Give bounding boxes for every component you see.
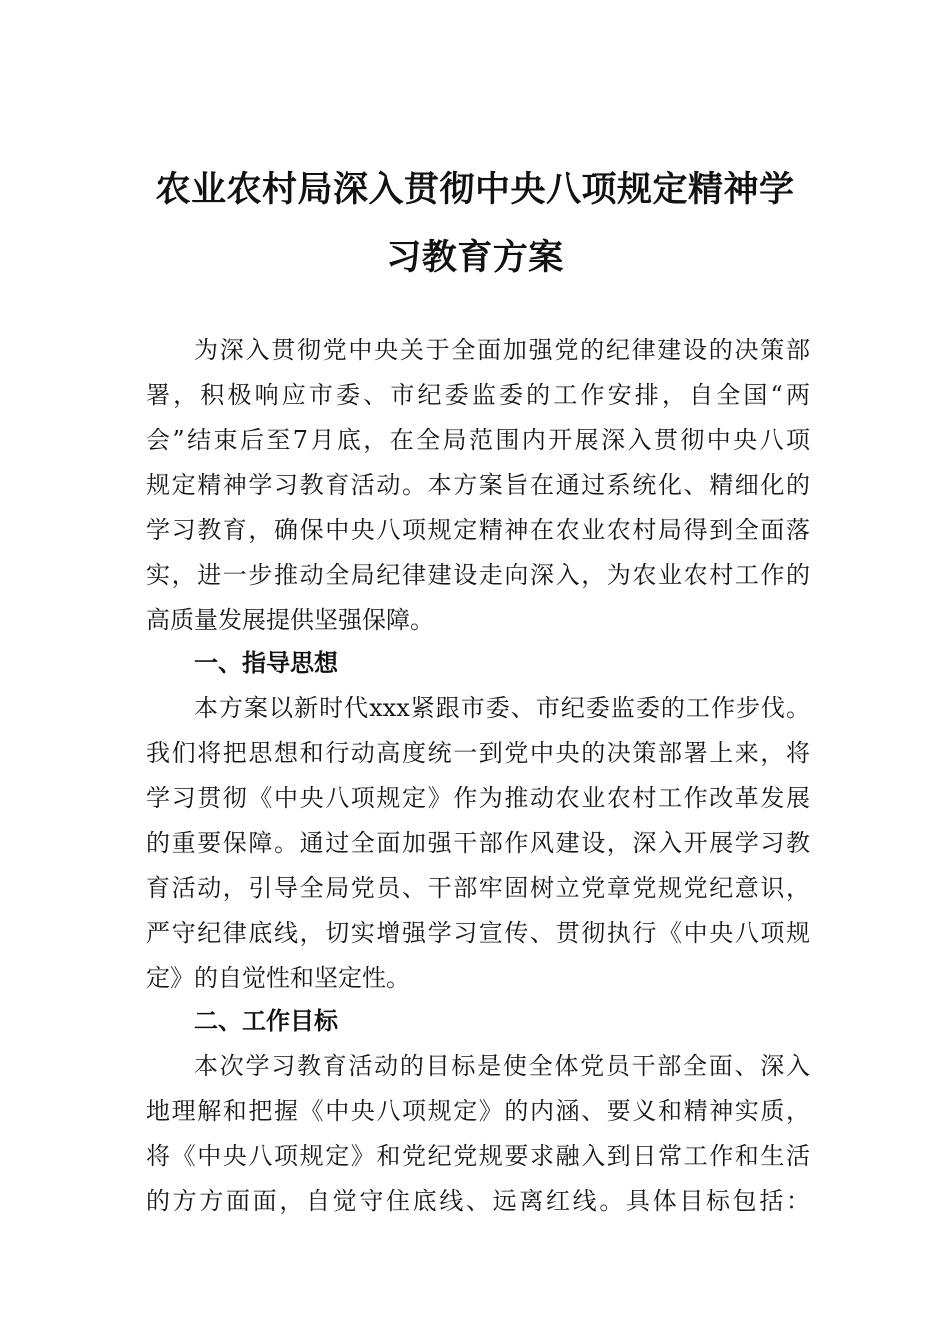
- document-title-line-1: 农业农村局深入贯彻中央八项规定精神学: [155, 170, 795, 210]
- section1-line: 我们将把思想和行动高度统一到党中央的决策部署上来，将: [146, 739, 810, 767]
- intro-line: 会”结束后至7月底，在全局范围内开展深入贯彻中央八项: [146, 426, 810, 454]
- intro-line: 规定精神学习教育活动。本方案旨在通过系统化、精细化的: [146, 471, 810, 499]
- section-heading-guiding-thought: 一、指导思想: [194, 649, 338, 677]
- section1-line: 本方案以新时代xxx紧跟市委、市纪委监委的工作步伐。: [194, 694, 810, 722]
- intro-line: 高质量发展提供坚强保障。: [146, 606, 434, 634]
- section1-line: 育活动，引导全局党员、干部牢固树立党章党规党纪意识，: [146, 874, 810, 902]
- section2-line: 本次学习教育活动的目标是使全体党员干部全面、深入: [194, 1052, 810, 1080]
- intro-line: 为深入贯彻党中央关于全面加强党的纪律建设的决策部: [194, 336, 810, 364]
- section1-line: 严守纪律底线，切实增强学习宣传、贯彻执行《中央八项规: [146, 919, 810, 947]
- intro-line: 署，积极响应市委、市纪委监委的工作安排，自全国“两: [146, 381, 810, 409]
- document-title-line-2: 习教育方案: [386, 238, 564, 278]
- section1-line: 定》的自觉性和坚定性。: [146, 964, 410, 992]
- section1-line: 学习贯彻《中央八项规定》作为推动农业农村工作改革发展: [146, 784, 810, 812]
- section2-line: 的方方面面，自觉守住底线、远离红线。具体目标包括：: [146, 1187, 810, 1215]
- section2-line: 将《中央八项规定》和党纪党规要求融入到日常工作和生活: [146, 1142, 810, 1170]
- section1-line: 的重要保障。通过全面加强干部作风建设，深入开展学习教: [146, 829, 810, 857]
- intro-line: 学习教育，确保中央八项规定精神在农业农村局得到全面落: [146, 516, 810, 544]
- section2-line: 地理解和把握《中央八项规定》的内涵、要义和精神实质，: [146, 1097, 810, 1125]
- section-heading-work-goals: 二、工作目标: [194, 1007, 338, 1035]
- intro-line: 实，进一步推动全局纪律建设走向深入，为农业农村工作的: [146, 561, 810, 589]
